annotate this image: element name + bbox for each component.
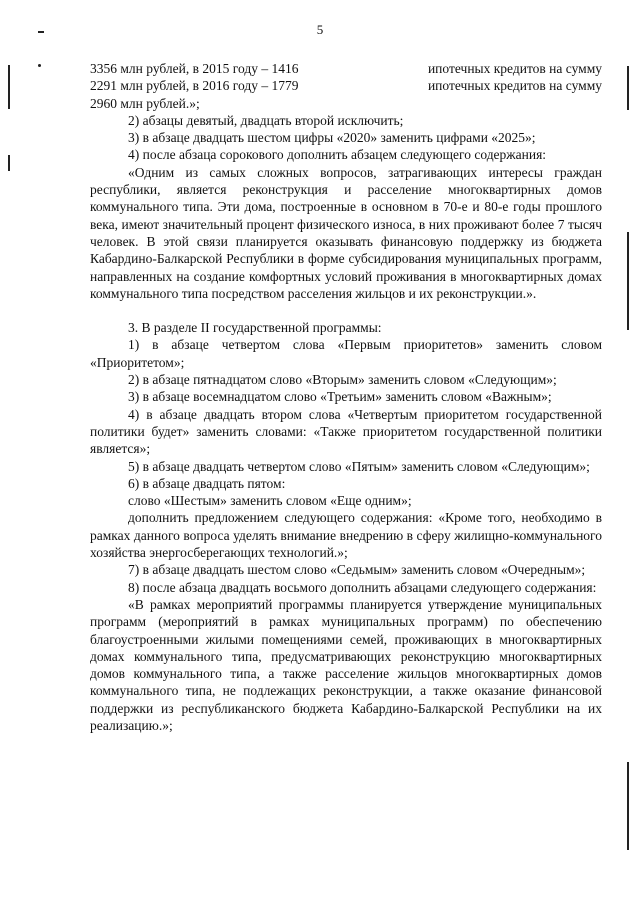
scan-artifact-dash [38, 31, 44, 33]
paragraph: 3) в абзаце двадцать шестом цифры «2020» заменить цифрами «2025»; [128, 130, 536, 146]
paragraph: 2960 млн рублей.»; [90, 95, 200, 111]
opening-line [90, 77, 602, 94]
line-text: ипотечных кредитов на сумму [427, 61, 602, 76]
section-heading: 3. В разделе II государственной программы: [128, 320, 382, 336]
paragraph: 5) в абзаце двадцать четвертом слово «Пятым» заменить словом «Следующим»; [128, 458, 590, 474]
paragraph: 2) абзацы девятый, двадцать второй исключить; [128, 112, 404, 128]
paragraph: 8) после абзаца двадцать восьмого дополнить абзацами следующего содержания: [128, 579, 597, 595]
margin-bar-right [627, 66, 629, 110]
paragraph: 2) в абзаце пятнадцатом слово «Вторым» заменить словом «Следующим»; [128, 372, 557, 388]
document-body [90, 60, 602, 734]
scan-artifact-dot [38, 64, 41, 67]
margin-bar-right [627, 232, 629, 330]
paragraph: дополнить предложением следующего содержания: «Кроме того, необходимо в рамках данного вопроса уделять внимание внедрению в сферу жилищно-коммунального хозяйства энергосберегающих технологий.»; [90, 510, 602, 561]
paragraph: 4) после абзаца сорокового дополнить абзацем следующего содержания: [128, 147, 547, 163]
paragraph: слово «Шестым» заменить словом «Еще одним»; [128, 493, 412, 509]
line-text: 2291 млн рублей, в 2016 году – 1779 [90, 78, 299, 94]
paragraph: 4) в абзаце двадцать втором слова «Четвертым приоритетом государственной политики будет» заменить словами: «Также приоритетом государственной политики является»; [90, 406, 602, 457]
paragraph: 1) в абзаце четвертом слова «Первым приоритетов» заменить словом «Приоритетом»; [90, 337, 602, 370]
margin-bar-left [8, 155, 10, 171]
quoted-paragraph: «В рамках мероприятий программы планируется утверждение муниципальных программ (мероприятий в рамках муниципальных программ) по обеспечению благоустроенными жилыми помещениями семей, проживающих в многоквартирных домах коммунального типа, предусматривающих реконструкцию многоквартирных домов коммунального типа, а также расселение жильцов многоквартирных домов коммунального типа, не подлежащих реконструкции, а также оказание финансовой поддержки из республиканского бюджета Кабардино-Балкарской Республики на их реализацию.»; [90, 596, 602, 733]
line-text: ипотечных кредитов на сумму [427, 78, 602, 94]
quoted-paragraph: «Одним из самых сложных вопросов, затрагивающих интересы граждан республики, является реконструкция и расселение многоквартирных домов коммунального типа. Эти дома, построенные в основном в 70-е и 80-е годы прошлого века, имеют значительный процент физического износа, в них проживают более 7 тысяч человек. В этой связи планируется оказывать финансовую поддержку из бюджета Кабардино-Балкарской Республики в форме субсидирования муниципальных программ, направленных на создание комфортных условий проживания в многоквартирных домах коммунального типа посредством расселения жильцов и их реконструкции.». [90, 164, 602, 301]
opening-line [90, 60, 602, 77]
paragraph: 6) в абзаце двадцать пятом: [128, 475, 286, 491]
margin-bar-right [627, 762, 629, 850]
line-text: 3356 млн рублей, в 2015 году – 1416 [90, 61, 299, 76]
paragraph: 7) в абзаце двадцать шестом слово «Седьмым» заменить словом «Очередным»; [128, 562, 586, 578]
page-number: 5 [316, 22, 324, 37]
margin-bar-left [8, 65, 10, 109]
paragraph: 3) в абзаце восемнадцатом слово «Третьим» заменить словом «Важным»; [128, 389, 552, 405]
